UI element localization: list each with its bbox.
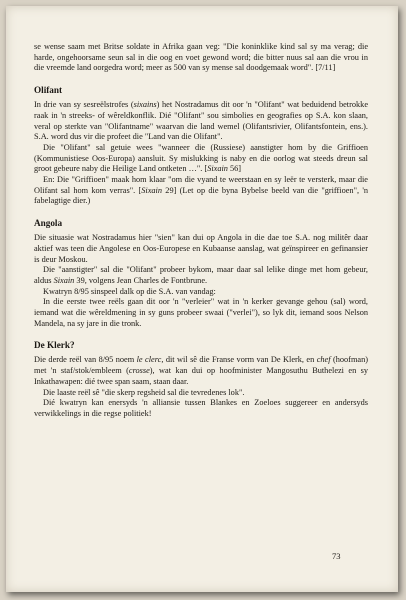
heading-de-klerk: De Klerk? [34, 340, 75, 351]
angola-paragraph-2: Die "aanstigter" sal die "Olifant" probeer bykom, maar daar sal lelike dinge met hom gebeur, aldus Sixain 39, volgens Jean Charles de Fontbrune. [34, 265, 368, 285]
page-number: 73 [332, 551, 341, 561]
angola-paragraph-1: Die situasie wat Nostradamus hier "sien" kan dui op Angola in die dae toe S.A. nog militêr daar aktief was teen die Angolese en Oos-Europese en Kubaanse aanslag, wat geïnspireer en gefinansier is deur Moskou. [34, 233, 368, 264]
olifant-paragraph-2: Die "Olifant" sal getuie wees "wanneer die (Russiese) aanstigter hom by die Griffioen (Kommunistiese Oos-Europa) aansluit. Sy mislukking is naby en die oorlog wat steeds dreun sal groot gebeure naby die Heilige Land ontketen …". [Sixain 56] [34, 142, 368, 174]
olifant-paragraph-1: In drie van sy sesreëlstrofes (sixains) het Nostradamus dit oor 'n "Olifant" wat beduidend betrokke raak in 'n streeks- of wêreldkonflik. Dié "Olifant" sou simbolies en geografies op S.A. kon slaan, veral op sterkte van "Olifantname" waarvan die land wemel (Olifantsrivier, Olifantsfontein, ens.). S.A. word dus vir die profeet die "Land van die Olifant". [34, 100, 369, 142]
page-text-block [34, 42, 368, 420]
heading-angola: Angola [34, 218, 63, 229]
deklerk-paragraph-3: Dié kwatryn kan enersyds 'n alliansie tussen Blankes en Zoeloes suggereer en andersyds verwikkelings in die regse politiek! [34, 398, 368, 418]
book-page-photo [6, 6, 398, 592]
deklerk-paragraph-1: Die derde reël van 8/95 noem le clerc, dit wil sê die Franse vorm van De Klerk, en chef (hoofman) met 'n staf/stok/embleem (crosse), wat kan dui op hoofminister Mangosuthu Buthelezi en sy Inkathawapen: dié twee span saam, staan daar. [34, 355, 368, 386]
angola-paragraph-4: In die eerste twee reëls gaan dit oor 'n "verleier" wat in 'n kerker gevange gehou (sal) word, iemand wat die wêreldmening in sy guns probeer swaai ("verlei"), so lyk dit, iemand soos Nelson Mandela, na sy jare in die tronk. [34, 297, 368, 328]
deklerk-paragraph-2: Die laaste reël sê "die skerp regsheid sal die tevredenes lok". [43, 387, 245, 397]
intro-paragraph: se wense saam met Britse soldate in Afrika gaan veg: "Die koninklike kind sal sy ma verag; die harde, ongehoorsame seun sal in die oog en voet gewond word; die bitter nuus sal aan die vrou in die vreemde land oorgedra word; meer as 500 van sy mense sal doodgemaak word". [7/11] [34, 42, 368, 73]
angola-paragraph-3: Kwatryn 8/95 sinspeel dalk op die S.A. van vandag: [43, 286, 216, 296]
olifant-paragraph-3: En: Die "Griffioen" maak hom klaar "om die vyand te weerstaan en sy leër te versterk, maar die Olifant sal hom kom verras". [Sixain 29] (Let op die byna Bybelse beeld van die "griffioen", 'n fabelagtige dier.) [34, 175, 368, 206]
heading-olifant: Olifant [34, 85, 63, 96]
